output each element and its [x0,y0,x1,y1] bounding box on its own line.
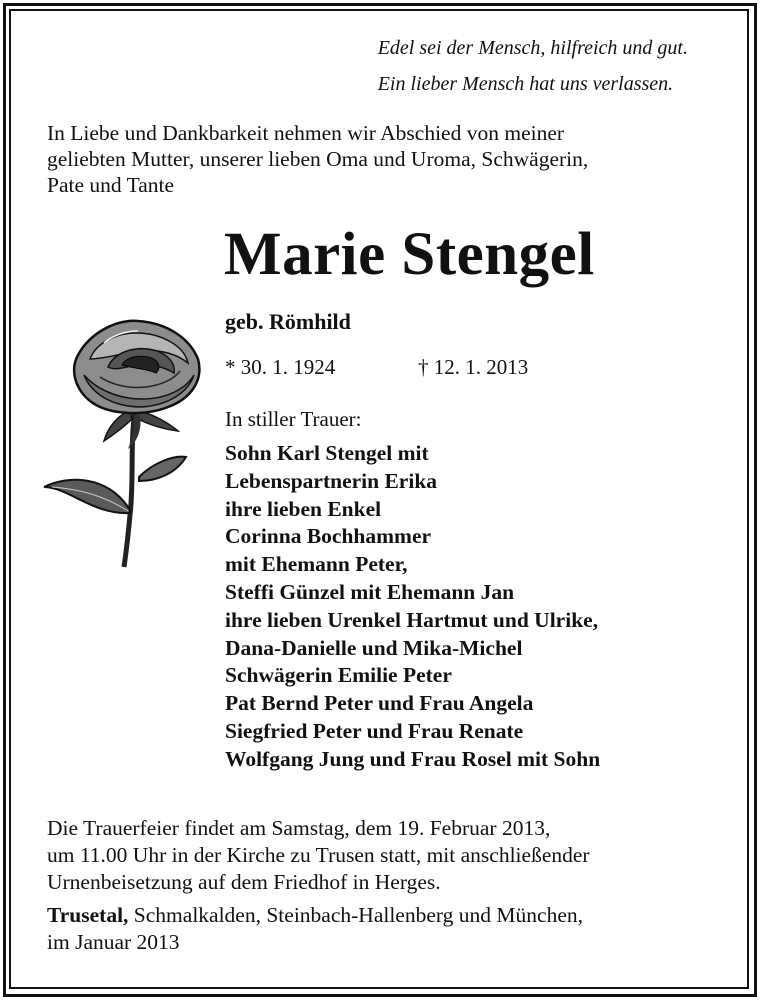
mourner-line: Siegfried Peter und Frau Renate [225,718,524,743]
mourner-line: mit Ehemann Peter, [225,552,408,577]
funeral-line-3: Urnenbeisetzung auf dem Friedhof in Herges. [47,870,441,894]
birth-date: * 30. 1. 1924 [225,355,336,379]
intro-line-1: In Liebe und Dankbarkeit nehmen wir Abschied von meiner [47,121,565,145]
motto-line-1: Edel sei der Mensch, hilfreich und gut. [377,37,688,59]
mourner-line: Lebenspartnerin Erika [225,468,438,493]
mourners-list [225,440,600,774]
mourner-line: Pat Bernd Peter und Frau Angela [225,691,534,716]
place-town: Trusetal, [47,903,129,927]
place-rest: Schmalkalden, Steinbach-Hallenberg und München, [128,903,583,927]
funeral-line-1: Die Trauerfeier findet am Samstag, dem 19. Februar 2013, [47,816,551,840]
life-dates [225,355,529,380]
death-date: † 12. 1. 2013 [418,355,529,379]
mourner-line: Sohn Karl Stengel mit [225,441,429,465]
mourner-line: Corinna Bochhammer [225,524,432,549]
place-line [47,902,715,929]
birth-name: geb. Römhild [225,309,351,334]
intro-line-2: geliebten Mutter, unserer lieben Oma und Uroma, Schwägerin, [47,147,589,171]
funeral-line-2: um 11.00 Uhr in der Kirche zu Trusen statt, mit anschließender [47,843,590,867]
mourner-line: Dana-Danielle und Mika-Michel [225,635,523,660]
motto-line-2: Ein lieber Mensch hat uns verlassen. [377,73,674,95]
issue-date: im Januar 2013 [47,930,180,954]
deceased-name: Marie Stengel [224,221,595,288]
mourner-line: Steffi Günzel mit Ehemann Jan [225,579,515,604]
intro-text [47,120,715,198]
funeral-info [47,815,715,896]
mourner-line: Wolfgang Jung und Frau Rosel mit Sohn [225,746,601,771]
mourner-line: ihre lieben Enkel [225,496,382,521]
motto [378,30,688,102]
intro-line-3: Pate und Tante [47,173,175,197]
rose-icon [38,315,218,575]
mourner-line: Schwägerin Emilie Peter [225,663,452,688]
mourner-line: ihre lieben Urenkel Hartmut und Ulrike, [225,607,599,632]
place-and-date [47,902,715,956]
mourning-heading: In stiller Trauer: [225,407,362,431]
